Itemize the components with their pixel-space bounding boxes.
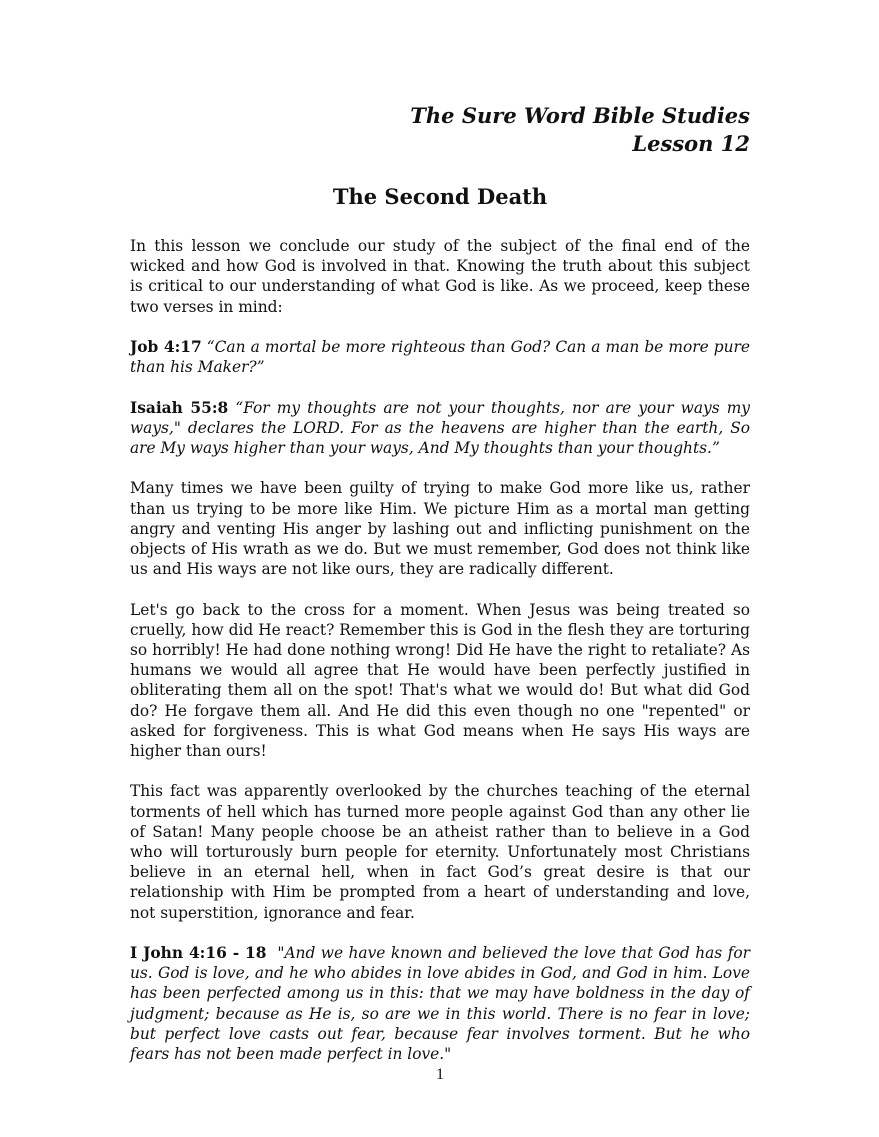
job-verse-paragraph [130, 337, 750, 377]
guilty-paragraph: Many times we have been guilty of trying to make God more like us, rather than us trying to be more like Him. We picture Him as a mortal man getting angry and venting His anger by lashing out and inflicting punishment on the objects of His wrath as we do. But we must remember, God does not think like us and His ways are not like ours, they are radically different. [130, 479, 750, 579]
isaiah-verse-reference: Isaiah 55:8 [130, 398, 229, 417]
john-verse-paragraph [130, 943, 750, 1064]
john-verse-reference: I John 4:16 - 18 [130, 944, 267, 963]
isaiah-verse-quote: “For my thoughts are not your thoughts, nor are your ways my ways," declares the LORD. For as the heavens are higher than the earth, So are My ways higher than your ways, And My thoughts than your thoughts.” [130, 398, 750, 457]
document-body [130, 236, 750, 1084]
lesson-number: Lesson 12 [632, 131, 750, 156]
job-verse-quote: “Can a mortal be more righteous than God? Can a man be more pure than his Maker?” [130, 338, 750, 377]
page-title: The Second Death [332, 184, 548, 209]
page-number: 1 [436, 1066, 444, 1083]
document-page [130, 0, 750, 1137]
series-title: The Sure Word Bible Studies [410, 103, 750, 128]
job-verse-reference: Job 4:17 [130, 338, 202, 356]
cross-paragraph: Let's go back to the cross for a moment. When Jesus was being treated so cruelly, how did He react? Remember this is God in the flesh they are torturing so horribly! He had done nothing wrong! Did He have the right to retaliate? As humans we would all agree that He would have been perfectly justified in obliterating them all on the spot! That's what we would do! But what did God do? He forgave them all. And He did this even though no one "repented" or asked for forgiveness. This is what God means when He says His ways are higher than ours! [130, 600, 750, 761]
isaiah-verse-paragraph [130, 398, 750, 459]
document-header [410, 102, 750, 158]
intro-paragraph: In this lesson we conclude our study of the subject of the final end of the wicked and how God is involved in that. Knowing the truth about this subject is critical to our understanding of what God is like. As we proceed, keep these two verses in mind: [130, 237, 750, 316]
overlooked-paragraph: This fact was apparently overlooked by the churches teaching of the eternal torments of hell which has turned more people against God than any other lie of Satan! Many people choose be an atheist rather than to believe in a God who will torturously burn people for eternity. Unfortunately most Christians believe in an eternal hell, when in fact God’s great desire is that our relationship with Him be prompted from a heart of understanding and love, not superstition, ignorance and fear. [130, 782, 750, 922]
john-verse-quote: "And we have known and believed the love that God has for us. God is love, and he who abides in love abides in God, and God in him. Love has been perfected among us in this: that we may have boldness in the day of judgment; because as He is, so are we in this world. There is no fear in love; but perfect love casts out fear, because fear involves torment. But he who fears has not been made perfect in love." [130, 944, 750, 1064]
